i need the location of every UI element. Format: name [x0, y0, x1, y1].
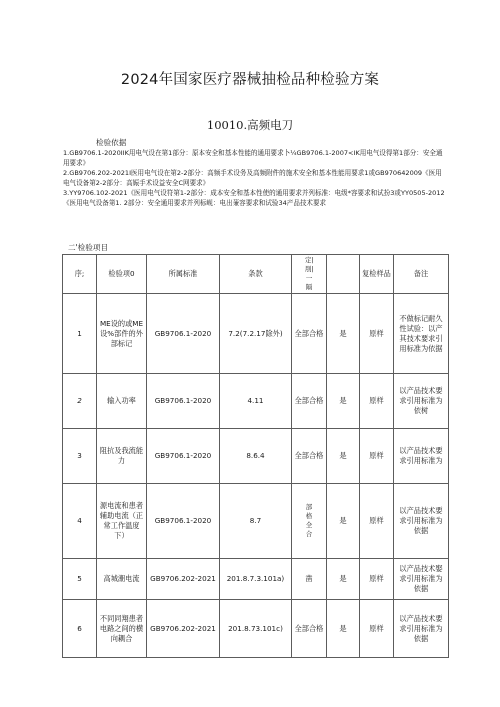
header-judgement: 定|刖|一隔	[292, 255, 327, 294]
cell-remark: 以产品技术娶求引用标准为依据	[394, 559, 449, 600]
test-items-table	[62, 254, 449, 658]
cell-remark: 以产品技术要求引用标准为	[394, 429, 449, 484]
basis-item: 1.GB9706.1-2020IIK用电气设在第1部分：原本安全和基本性能的通用要求卜¼GB9706.1-2007<IK用电气设得第1部分：安全通用要求》	[63, 149, 443, 167]
product-subtitle: 10010.高频电刀	[206, 118, 294, 132]
cell-recheck: 是	[327, 374, 360, 429]
document-title: 2024年国家医疗器械抽检品种检验方案	[120, 72, 380, 88]
section-heading-test-items: 二'检验项目	[68, 243, 109, 252]
cell-judgement: 部格全合	[292, 484, 327, 559]
cell-sample: 原样	[360, 294, 394, 374]
cell-recheck: 是	[327, 429, 360, 484]
cell-judgement: 全部合格	[292, 374, 327, 429]
cell-item: 输入功率	[97, 374, 147, 429]
cell-judgement: 凿	[292, 559, 327, 600]
cell-sample: 原样	[360, 484, 394, 559]
cell-remark: 不做标记耐久性试验：以产其技术要求引用标准为依据	[394, 294, 449, 374]
cell-recheck: 是	[327, 294, 360, 374]
cell-standard: GB9706.1-2020	[147, 374, 220, 429]
cell-sample: 原样	[360, 374, 394, 429]
cell-standard: GB9706.1-2020	[147, 294, 220, 374]
cell-recheck: 是	[327, 484, 360, 559]
header-seq: 序;	[63, 255, 97, 294]
cell-clause: 8.7	[220, 484, 292, 559]
table-row	[63, 559, 449, 600]
cell-no: 1	[63, 294, 97, 374]
basis-item: 2.GB9706.202-2021I医用电气设在第2-2部分：高频手术设务及高频附件的施术安全和基本性能用要求1或GB970642009《医用电气设备第2-2部分：高娠手术设益安全C网要求》	[63, 169, 442, 187]
cell-item: 不同同翔患者电路之间的横向耦合	[97, 600, 147, 658]
header-recheck-sample: 复检样品	[360, 255, 394, 294]
header-standard: 所属标准	[147, 255, 220, 294]
cell-item: 高城潮电流	[97, 559, 147, 600]
cell-clause: 201.8.73.101c)	[220, 600, 292, 658]
cell-clause: 8.6.4	[220, 429, 292, 484]
cell-no: 6	[63, 600, 97, 658]
cell-item: 阻抗及我流能力	[97, 429, 147, 484]
cell-remark: 以产品技术要求引用标准为依树	[394, 374, 449, 429]
cell-sample: 原样	[360, 600, 394, 658]
cell-standard: GB9706.1-2020	[147, 484, 220, 559]
cell-remark: 以产品技术要求引用标准为依据	[394, 600, 449, 658]
cell-remark: 以产品技术要求引用标准为依据	[394, 484, 449, 559]
cell-judgement: 全部合格	[292, 429, 327, 484]
header-empty	[327, 255, 360, 294]
header-remark: 备注	[394, 255, 449, 294]
cell-clause: 201.8.7.3.101a)	[220, 559, 292, 600]
cell-sample: 原样	[360, 429, 394, 484]
cell-no: 5	[63, 559, 97, 600]
cell-clause: 7.2(7.2.17除外)	[220, 294, 292, 374]
cell-item: ME设的或ME设%部件的外部标记	[97, 294, 147, 374]
header-item: 检验项0	[97, 255, 147, 294]
cell-standard: GB9706.202-2021	[147, 559, 220, 600]
basis-item: 3.YY9706.102-2021《医用电气设符第1-2部分：成本安全和基本性使的通用要求并列标准：电级*容要求和试扮3或YY0505-2012《医用电气设备第1. 2部分：安全通用要求并列标岘：电出蒹容要求和试验34产品技术要求	[63, 189, 445, 207]
cell-standard: GB9706.1-2020	[147, 429, 220, 484]
cell-judgement: 全部合格	[292, 294, 327, 374]
table-row	[63, 294, 449, 374]
table-row	[63, 600, 449, 658]
header-clause: 条款	[220, 255, 292, 294]
cell-item: 源电流和患者辅助电流（正常工作温度下）	[97, 484, 147, 559]
table-header-row	[63, 255, 449, 294]
cell-recheck: 是	[327, 600, 360, 658]
cell-standard: GB9706.202-2021	[147, 600, 220, 658]
basis-heading: 检验依据	[96, 138, 127, 147]
cell-no: 4	[63, 484, 97, 559]
cell-recheck: 是	[327, 559, 360, 600]
table-row	[63, 429, 449, 484]
table-row	[63, 374, 449, 429]
cell-no: 3	[63, 429, 97, 484]
table-row	[63, 484, 449, 559]
cell-judgement: 全部合格	[292, 600, 327, 658]
cell-clause: 4.11	[220, 374, 292, 429]
cell-no: 2	[63, 374, 97, 429]
basis-list	[63, 148, 445, 208]
cell-sample: 原样	[360, 559, 394, 600]
